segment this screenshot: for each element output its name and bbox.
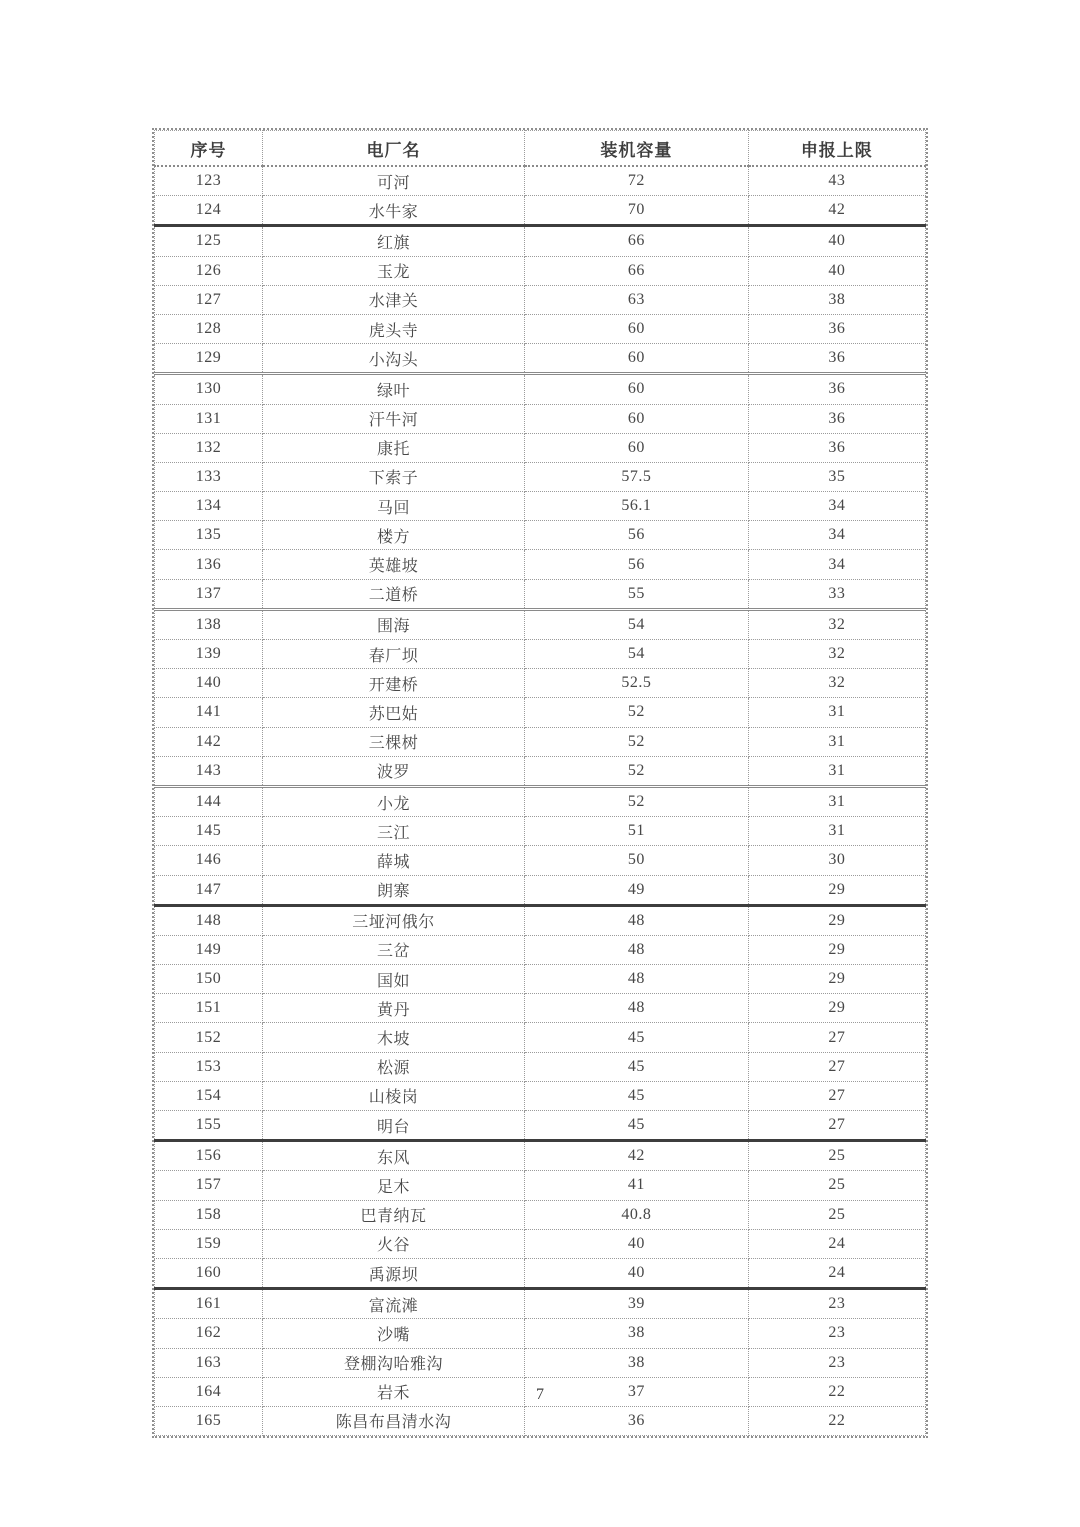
cell-installed-capacity: 52 xyxy=(525,756,749,786)
cell-serial-number: 165 xyxy=(155,1406,263,1435)
cell-plant-name: 三岔 xyxy=(262,935,524,964)
cell-plant-name: 开建桥 xyxy=(262,669,524,698)
cell-declaration-limit: 43 xyxy=(748,166,925,196)
cell-plant-name: 国如 xyxy=(262,965,524,994)
cell-installed-capacity: 40 xyxy=(525,1229,749,1258)
cell-installed-capacity: 60 xyxy=(525,344,749,374)
cell-declaration-limit: 30 xyxy=(748,846,925,875)
cell-plant-name: 岩禾 xyxy=(262,1377,524,1406)
table-row xyxy=(155,374,926,404)
cell-serial-number: 138 xyxy=(155,609,263,639)
cell-declaration-limit: 29 xyxy=(748,965,925,994)
cell-plant-name: 东风 xyxy=(262,1141,524,1171)
cell-declaration-limit: 32 xyxy=(748,640,925,669)
cell-plant-name: 康托 xyxy=(262,433,524,462)
table-row xyxy=(155,727,926,756)
cell-serial-number: 164 xyxy=(155,1377,263,1406)
cell-declaration-limit: 36 xyxy=(748,433,925,462)
cell-declaration-limit: 27 xyxy=(748,1023,925,1052)
cell-plant-name: 苏巴姑 xyxy=(262,698,524,727)
cell-serial-number: 134 xyxy=(155,492,263,521)
cell-installed-capacity: 52 xyxy=(525,727,749,756)
cell-plant-name: 水牛家 xyxy=(262,196,524,226)
table-row xyxy=(155,1289,926,1319)
table-row xyxy=(155,935,926,964)
table-header-row xyxy=(155,131,926,167)
cell-serial-number: 141 xyxy=(155,698,263,727)
cell-plant-name: 马回 xyxy=(262,492,524,521)
cell-serial-number: 161 xyxy=(155,1289,263,1319)
cell-plant-name: 红旗 xyxy=(262,226,524,256)
cell-serial-number: 144 xyxy=(155,786,263,816)
cell-declaration-limit: 31 xyxy=(748,727,925,756)
cell-installed-capacity: 48 xyxy=(525,935,749,964)
table-row xyxy=(155,875,926,905)
cell-installed-capacity: 38 xyxy=(525,1319,749,1348)
cell-plant-name: 绿叶 xyxy=(262,374,524,404)
cell-declaration-limit: 27 xyxy=(748,1081,925,1110)
table-row xyxy=(155,1348,926,1377)
plant-table-container xyxy=(152,128,928,1438)
cell-serial-number: 150 xyxy=(155,965,263,994)
table-row xyxy=(155,817,926,846)
cell-serial-number: 157 xyxy=(155,1171,263,1200)
table-row xyxy=(155,196,926,226)
cell-serial-number: 155 xyxy=(155,1111,263,1141)
cell-serial-number: 135 xyxy=(155,521,263,550)
cell-installed-capacity: 55 xyxy=(525,579,749,609)
cell-serial-number: 137 xyxy=(155,579,263,609)
cell-installed-capacity: 45 xyxy=(525,1052,749,1081)
cell-plant-name: 楼方 xyxy=(262,521,524,550)
cell-serial-number: 163 xyxy=(155,1348,263,1377)
cell-declaration-limit: 29 xyxy=(748,935,925,964)
cell-declaration-limit: 34 xyxy=(748,492,925,521)
cell-installed-capacity: 54 xyxy=(525,609,749,639)
table-row xyxy=(155,756,926,786)
table-row xyxy=(155,285,926,314)
cell-plant-name: 波罗 xyxy=(262,756,524,786)
cell-installed-capacity: 60 xyxy=(525,374,749,404)
table-row xyxy=(155,579,926,609)
table-row xyxy=(155,256,926,285)
cell-declaration-limit: 24 xyxy=(748,1258,925,1288)
cell-declaration-limit: 31 xyxy=(748,817,925,846)
cell-serial-number: 147 xyxy=(155,875,263,905)
cell-plant-name: 明台 xyxy=(262,1111,524,1141)
cell-declaration-limit: 38 xyxy=(748,285,925,314)
cell-declaration-limit: 40 xyxy=(748,226,925,256)
column-header-serial-number: 序号 xyxy=(155,131,263,167)
table-row xyxy=(155,669,926,698)
cell-installed-capacity: 72 xyxy=(525,166,749,196)
cell-serial-number: 146 xyxy=(155,846,263,875)
cell-installed-capacity: 45 xyxy=(525,1023,749,1052)
cell-serial-number: 145 xyxy=(155,817,263,846)
cell-installed-capacity: 40 xyxy=(525,1258,749,1288)
cell-serial-number: 140 xyxy=(155,669,263,698)
cell-plant-name: 水津关 xyxy=(262,285,524,314)
cell-serial-number: 125 xyxy=(155,226,263,256)
cell-serial-number: 152 xyxy=(155,1023,263,1052)
cell-declaration-limit: 31 xyxy=(748,756,925,786)
cell-installed-capacity: 54 xyxy=(525,640,749,669)
cell-installed-capacity: 52 xyxy=(525,786,749,816)
cell-installed-capacity: 36 xyxy=(525,1406,749,1435)
cell-installed-capacity: 39 xyxy=(525,1289,749,1319)
cell-installed-capacity: 42 xyxy=(525,1141,749,1171)
cell-plant-name: 可河 xyxy=(262,166,524,196)
table-row xyxy=(155,1319,926,1348)
cell-plant-name: 陈昌布昌清水沟 xyxy=(262,1406,524,1435)
table-row xyxy=(155,1171,926,1200)
cell-declaration-limit: 42 xyxy=(748,196,925,226)
cell-declaration-limit: 36 xyxy=(748,374,925,404)
cell-serial-number: 139 xyxy=(155,640,263,669)
cell-serial-number: 124 xyxy=(155,196,263,226)
table-row xyxy=(155,1141,926,1171)
table-row xyxy=(155,640,926,669)
table-row xyxy=(155,404,926,433)
table-row xyxy=(155,492,926,521)
cell-installed-capacity: 48 xyxy=(525,905,749,935)
cell-installed-capacity: 52.5 xyxy=(525,669,749,698)
table-row xyxy=(155,1200,926,1229)
table-row xyxy=(155,1406,926,1435)
column-header-plant-name: 电厂名 xyxy=(262,131,524,167)
cell-plant-name: 富流滩 xyxy=(262,1289,524,1319)
cell-plant-name: 三棵树 xyxy=(262,727,524,756)
plant-table xyxy=(154,130,926,1436)
cell-installed-capacity: 40.8 xyxy=(525,1200,749,1229)
table-row xyxy=(155,314,926,343)
cell-serial-number: 162 xyxy=(155,1319,263,1348)
cell-serial-number: 126 xyxy=(155,256,263,285)
cell-plant-name: 禹源坝 xyxy=(262,1258,524,1288)
cell-plant-name: 薛城 xyxy=(262,846,524,875)
cell-declaration-limit: 29 xyxy=(748,905,925,935)
cell-installed-capacity: 49 xyxy=(525,875,749,905)
cell-declaration-limit: 22 xyxy=(748,1377,925,1406)
cell-plant-name: 汗牛河 xyxy=(262,404,524,433)
table-row xyxy=(155,433,926,462)
cell-declaration-limit: 36 xyxy=(748,314,925,343)
cell-installed-capacity: 48 xyxy=(525,965,749,994)
cell-installed-capacity: 60 xyxy=(525,404,749,433)
cell-serial-number: 136 xyxy=(155,550,263,579)
cell-declaration-limit: 27 xyxy=(748,1052,925,1081)
table-row xyxy=(155,462,926,491)
table-row xyxy=(155,521,926,550)
cell-serial-number: 129 xyxy=(155,344,263,374)
table-row xyxy=(155,994,926,1023)
table-row xyxy=(155,846,926,875)
cell-declaration-limit: 23 xyxy=(748,1289,925,1319)
cell-installed-capacity: 45 xyxy=(525,1081,749,1110)
cell-declaration-limit: 23 xyxy=(748,1348,925,1377)
cell-declaration-limit: 32 xyxy=(748,609,925,639)
table-row xyxy=(155,1111,926,1141)
cell-plant-name: 下索子 xyxy=(262,462,524,491)
table-row xyxy=(155,1258,926,1288)
cell-serial-number: 127 xyxy=(155,285,263,314)
cell-declaration-limit: 25 xyxy=(748,1141,925,1171)
cell-plant-name: 三江 xyxy=(262,817,524,846)
cell-installed-capacity: 56 xyxy=(525,521,749,550)
cell-declaration-limit: 36 xyxy=(748,344,925,374)
table-row xyxy=(155,550,926,579)
cell-declaration-limit: 40 xyxy=(748,256,925,285)
cell-installed-capacity: 63 xyxy=(525,285,749,314)
cell-declaration-limit: 29 xyxy=(748,875,925,905)
cell-plant-name: 登棚沟哈雅沟 xyxy=(262,1348,524,1377)
table-row xyxy=(155,609,926,639)
cell-installed-capacity: 66 xyxy=(525,226,749,256)
cell-serial-number: 148 xyxy=(155,905,263,935)
page-number: 7 xyxy=(536,1386,544,1403)
cell-serial-number: 143 xyxy=(155,756,263,786)
cell-plant-name: 春厂坝 xyxy=(262,640,524,669)
cell-declaration-limit: 33 xyxy=(748,579,925,609)
table-body xyxy=(155,166,926,1436)
cell-plant-name: 火谷 xyxy=(262,1229,524,1258)
cell-installed-capacity: 45 xyxy=(525,1111,749,1141)
cell-declaration-limit: 31 xyxy=(748,698,925,727)
cell-plant-name: 沙嘴 xyxy=(262,1319,524,1348)
table-row xyxy=(155,1229,926,1258)
cell-plant-name: 黄丹 xyxy=(262,994,524,1023)
cell-installed-capacity: 56 xyxy=(525,550,749,579)
cell-installed-capacity: 57.5 xyxy=(525,462,749,491)
cell-serial-number: 158 xyxy=(155,1200,263,1229)
cell-installed-capacity: 37 xyxy=(525,1377,749,1406)
cell-serial-number: 160 xyxy=(155,1258,263,1288)
table-row xyxy=(155,344,926,374)
cell-plant-name: 围海 xyxy=(262,609,524,639)
table-row xyxy=(155,226,926,256)
cell-plant-name: 二道桥 xyxy=(262,579,524,609)
cell-plant-name: 玉龙 xyxy=(262,256,524,285)
cell-installed-capacity: 60 xyxy=(525,314,749,343)
cell-installed-capacity: 50 xyxy=(525,846,749,875)
cell-installed-capacity: 52 xyxy=(525,698,749,727)
table-row xyxy=(155,905,926,935)
cell-serial-number: 156 xyxy=(155,1141,263,1171)
column-header-declaration-limit: 申报上限 xyxy=(748,131,925,167)
cell-installed-capacity: 56.1 xyxy=(525,492,749,521)
cell-serial-number: 151 xyxy=(155,994,263,1023)
cell-declaration-limit: 23 xyxy=(748,1319,925,1348)
cell-declaration-limit: 31 xyxy=(748,786,925,816)
cell-serial-number: 130 xyxy=(155,374,263,404)
cell-serial-number: 131 xyxy=(155,404,263,433)
cell-declaration-limit: 29 xyxy=(748,994,925,1023)
table-row xyxy=(155,698,926,727)
cell-installed-capacity: 70 xyxy=(525,196,749,226)
cell-plant-name: 小龙 xyxy=(262,786,524,816)
table-row xyxy=(155,1081,926,1110)
cell-declaration-limit: 34 xyxy=(748,550,925,579)
table-row xyxy=(155,965,926,994)
cell-serial-number: 128 xyxy=(155,314,263,343)
cell-plant-name: 木坡 xyxy=(262,1023,524,1052)
cell-plant-name: 虎头寺 xyxy=(262,314,524,343)
cell-declaration-limit: 24 xyxy=(748,1229,925,1258)
cell-serial-number: 132 xyxy=(155,433,263,462)
cell-declaration-limit: 25 xyxy=(748,1200,925,1229)
cell-plant-name: 山棱岗 xyxy=(262,1081,524,1110)
cell-declaration-limit: 27 xyxy=(748,1111,925,1141)
table-row xyxy=(155,1023,926,1052)
cell-serial-number: 142 xyxy=(155,727,263,756)
cell-plant-name: 巴青纳瓦 xyxy=(262,1200,524,1229)
cell-installed-capacity: 41 xyxy=(525,1171,749,1200)
cell-declaration-limit: 35 xyxy=(748,462,925,491)
cell-plant-name: 朗寨 xyxy=(262,875,524,905)
cell-serial-number: 133 xyxy=(155,462,263,491)
cell-serial-number: 159 xyxy=(155,1229,263,1258)
cell-installed-capacity: 51 xyxy=(525,817,749,846)
cell-serial-number: 149 xyxy=(155,935,263,964)
cell-declaration-limit: 25 xyxy=(748,1171,925,1200)
cell-plant-name: 松源 xyxy=(262,1052,524,1081)
cell-installed-capacity: 48 xyxy=(525,994,749,1023)
cell-plant-name: 小沟头 xyxy=(262,344,524,374)
cell-declaration-limit: 34 xyxy=(748,521,925,550)
cell-declaration-limit: 36 xyxy=(748,404,925,433)
cell-plant-name: 三垭河俄尔 xyxy=(262,905,524,935)
table-row xyxy=(155,786,926,816)
cell-plant-name: 足木 xyxy=(262,1171,524,1200)
table-row xyxy=(155,166,926,196)
cell-declaration-limit: 32 xyxy=(748,669,925,698)
cell-installed-capacity: 60 xyxy=(525,433,749,462)
cell-plant-name: 英雄坡 xyxy=(262,550,524,579)
cell-installed-capacity: 66 xyxy=(525,256,749,285)
cell-serial-number: 154 xyxy=(155,1081,263,1110)
cell-installed-capacity: 38 xyxy=(525,1348,749,1377)
column-header-installed-capacity: 装机容量 xyxy=(525,131,749,167)
cell-serial-number: 153 xyxy=(155,1052,263,1081)
cell-serial-number: 123 xyxy=(155,166,263,196)
cell-declaration-limit: 22 xyxy=(748,1406,925,1435)
table-row xyxy=(155,1052,926,1081)
